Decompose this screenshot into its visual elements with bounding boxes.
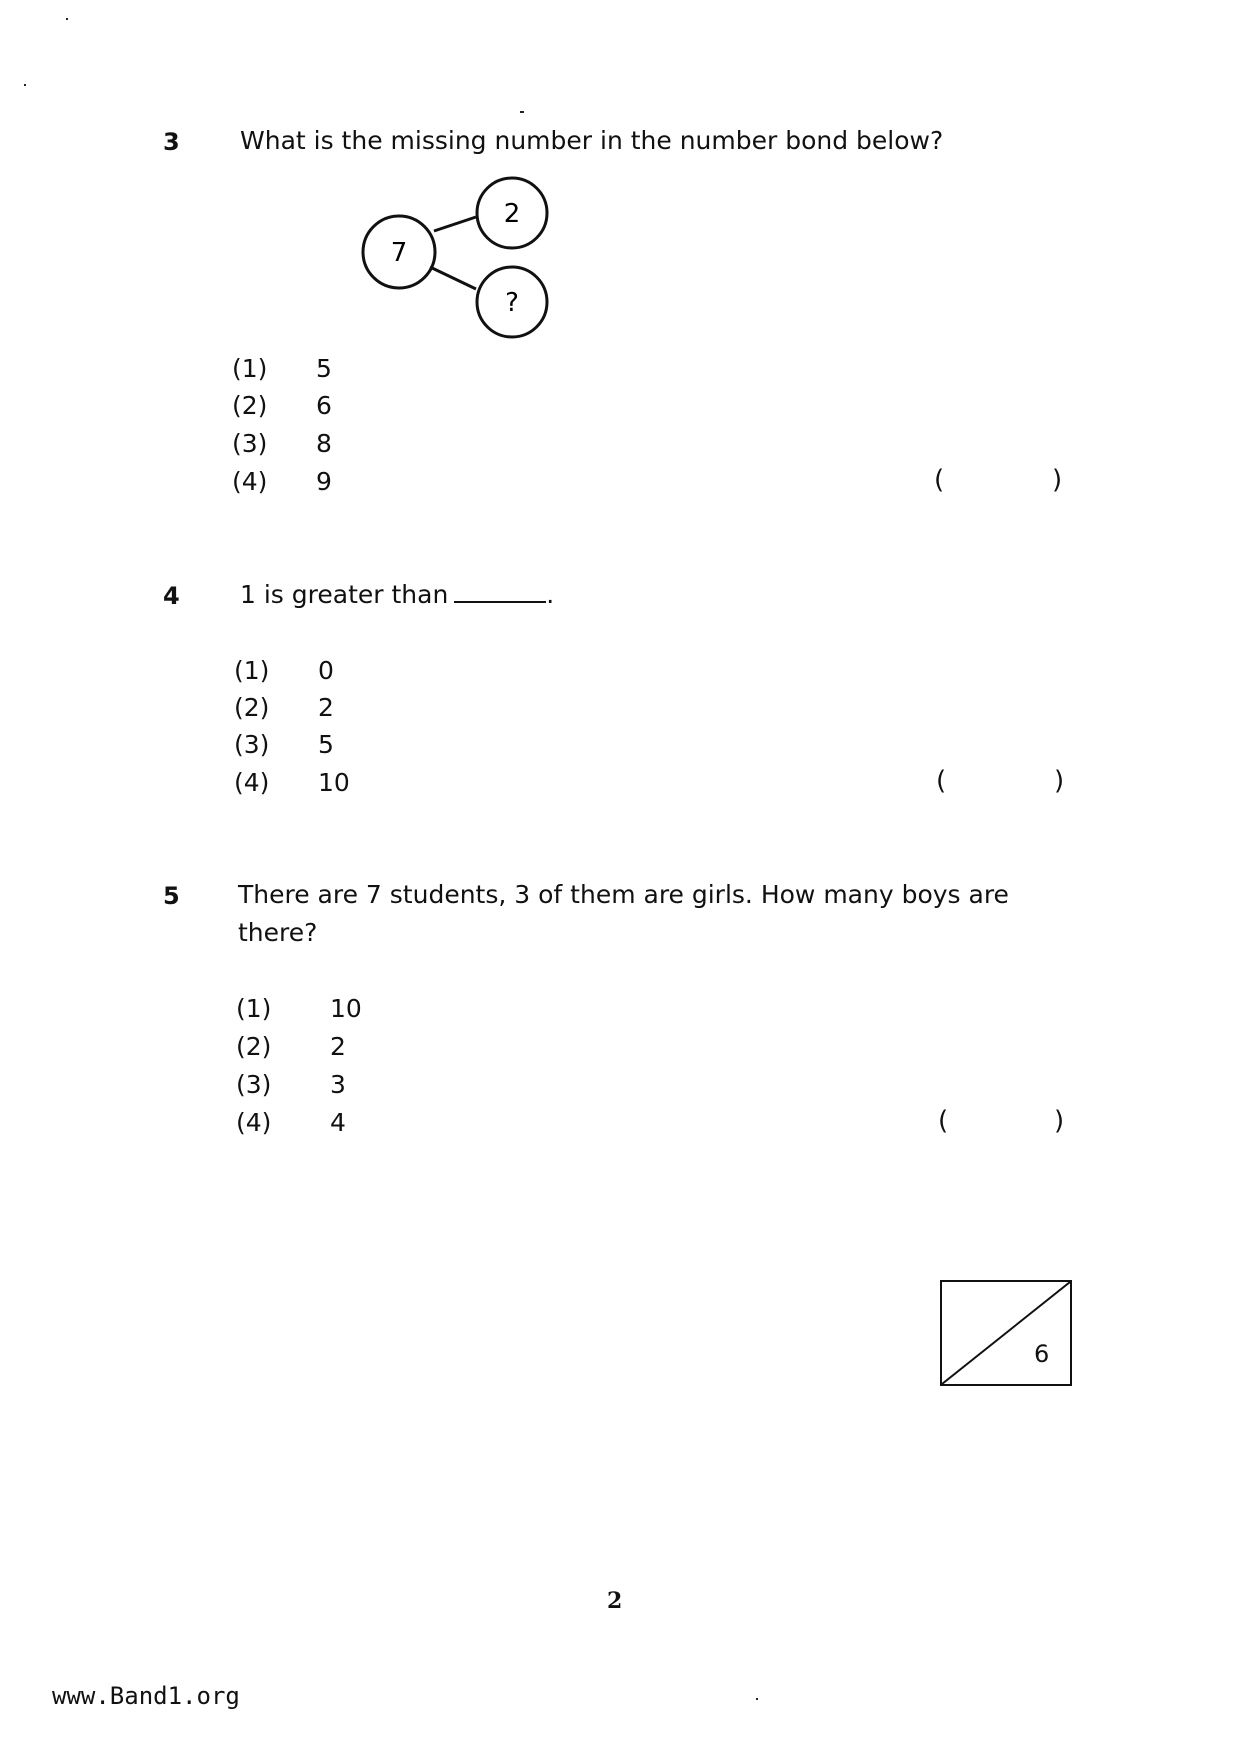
option-label: (3): [236, 1070, 272, 1099]
answer-close-bracket: ): [1052, 465, 1063, 495]
option-label: (2): [234, 693, 270, 722]
option-value: 2: [318, 693, 334, 722]
bond-connector: [434, 217, 476, 231]
answer-close-bracket: ): [1054, 1106, 1065, 1136]
option-value: 10: [318, 768, 350, 797]
scan-speck: [24, 84, 26, 86]
question-text-start: 1 is greater than: [240, 580, 449, 609]
marks-box: [940, 1280, 1072, 1386]
option-value: 6: [316, 391, 332, 420]
question-number: 5: [163, 882, 180, 910]
scan-speck: [756, 1698, 758, 1700]
option-value: 0: [318, 656, 334, 685]
answer-open-bracket: (: [938, 1106, 949, 1136]
option-value: 5: [318, 730, 334, 759]
scan-speck: [520, 111, 524, 113]
question-text: [240, 580, 554, 609]
option-value: 4: [330, 1108, 346, 1137]
bond-missing-value: ?: [505, 288, 519, 318]
option-label: (2): [232, 391, 268, 420]
footer-website: www.Band1.org: [52, 1682, 240, 1710]
question-text-end: .: [546, 580, 555, 609]
question-text-line1: There are 7 students, 3 of them are girls. How many boys are: [238, 880, 1009, 909]
bond-connector: [430, 267, 476, 289]
question-number: 4: [163, 582, 180, 610]
answer-open-bracket: (: [934, 465, 945, 495]
question-number: 3: [163, 128, 180, 156]
option-label: (4): [234, 768, 270, 797]
option-label: (3): [232, 429, 268, 458]
option-label: (2): [236, 1032, 272, 1061]
option-value: 2: [330, 1032, 346, 1061]
option-label: (1): [234, 656, 270, 685]
answer-blank: [454, 601, 546, 603]
question-text-line2: there?: [238, 918, 318, 947]
bond-whole-value: 7: [390, 238, 408, 268]
marks-box-diagonal: [942, 1282, 1070, 1384]
answer-close-bracket: ): [1054, 766, 1065, 796]
option-value: 10: [330, 994, 362, 1023]
option-label: (3): [234, 730, 270, 759]
option-value: 9: [316, 467, 332, 496]
option-label: (4): [232, 467, 268, 496]
scan-speck: [66, 18, 68, 20]
option-value: 8: [316, 429, 332, 458]
option-value: 5: [316, 354, 332, 383]
question-text: What is the missing number in the number bond below?: [240, 126, 944, 155]
option-label: (4): [236, 1108, 272, 1137]
option-label: (1): [232, 354, 268, 383]
bond-part-value: 2: [503, 199, 521, 229]
number-bond-diagram: [352, 165, 562, 345]
option-label: (1): [236, 994, 272, 1023]
answer-open-bracket: (: [936, 766, 947, 796]
marks-total-value: 6: [1034, 1340, 1050, 1368]
option-value: 3: [330, 1070, 346, 1099]
page-number: 2: [607, 1588, 623, 1614]
